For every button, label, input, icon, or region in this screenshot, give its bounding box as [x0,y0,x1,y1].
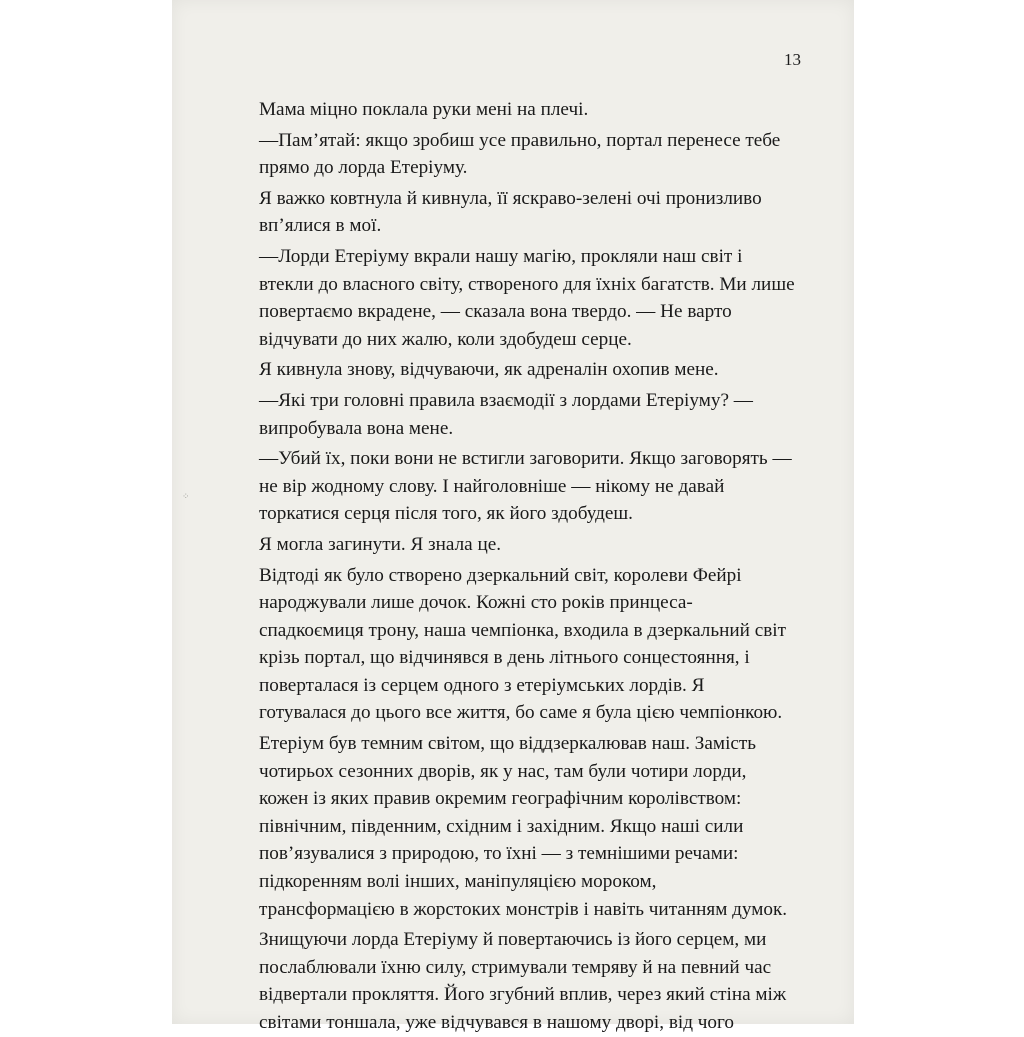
paragraph: —Пам’ятай: якщо зробиш усе правильно, портал перенесе тебе прямо до лорда Етеріуму. [259,129,781,179]
paragraph: —Убий їх, поки вони не встигли заговорити. Якщо заговорять — не вір жодному слову. І найголовніше — нікому не давай торкатися серця після того, як його здобудеш. [259,448,792,525]
page-number: 13 [784,50,801,69]
paragraph: Я важко ковтнула й кивнула, її яскраво-зелені очі пронизливо вп’ялися в мої. [259,187,762,237]
paragraph: —Які три головні правила взаємодії з лордами Етеріуму? — випробувала вона мене. [259,389,753,439]
paragraph: Етеріум був темним світом, що віддзеркалював наш. Замість чотирьох сезонних дворів, як у нас, там були чотири лорди, кожен із яких правив окремим географічним королівством: північним, південним, східним і західним. Якщо наші сили пов’язувалися з природою, то їхні — з темнішими речами: підкоренням волі інших, маніпуляцією мороком, трансформацією в жорстоких монстрів і навіть читанням думок. [259,733,788,920]
page-text [259,96,795,1037]
margin-mark: ⁘ [182,492,190,502]
paragraph: Мама міцно поклала руки мені на плечі. [259,99,589,120]
paragraph: Я кивнула знову, відчуваючи, як адреналін охопив мене. [259,359,719,381]
paragraph: —Лорди Етеріуму вкрали нашу магію, прокляли наш світ і втекли до власного світу, створеного для їхніх багатств. Ми лише повертаємо вкрадене, — сказала вона твердо. — Не варто відчувати до них жалю, коли здобудеш серце. [259,245,795,350]
paragraph: Відтоді як було створено дзеркальний світ, королеви Фейрі народжували лише дочок. Кожні сто років принцеса-спадкоємиця трону, наша чемпіонка, входила в дзеркальний світ крізь портал, що відчинявся в день літнього сонцестояння, і поверталася із серцем одного з етеріумських лордів. Я готувалася до цього все життя, бо саме я була цією чемпіонкою. [259,564,787,724]
paragraph: Я могла загинути. Я знала це. [259,533,502,555]
paragraph: Знищуючи лорда Етеріуму й повертаючись із його серцем, ми послаблювали їхню силу, стримували темряву й на певний час відвертали прокляття. Його згубний вплив, через який стіна між світами тоншала, уже відчувався в нашому дворі, від чого [259,929,787,1033]
